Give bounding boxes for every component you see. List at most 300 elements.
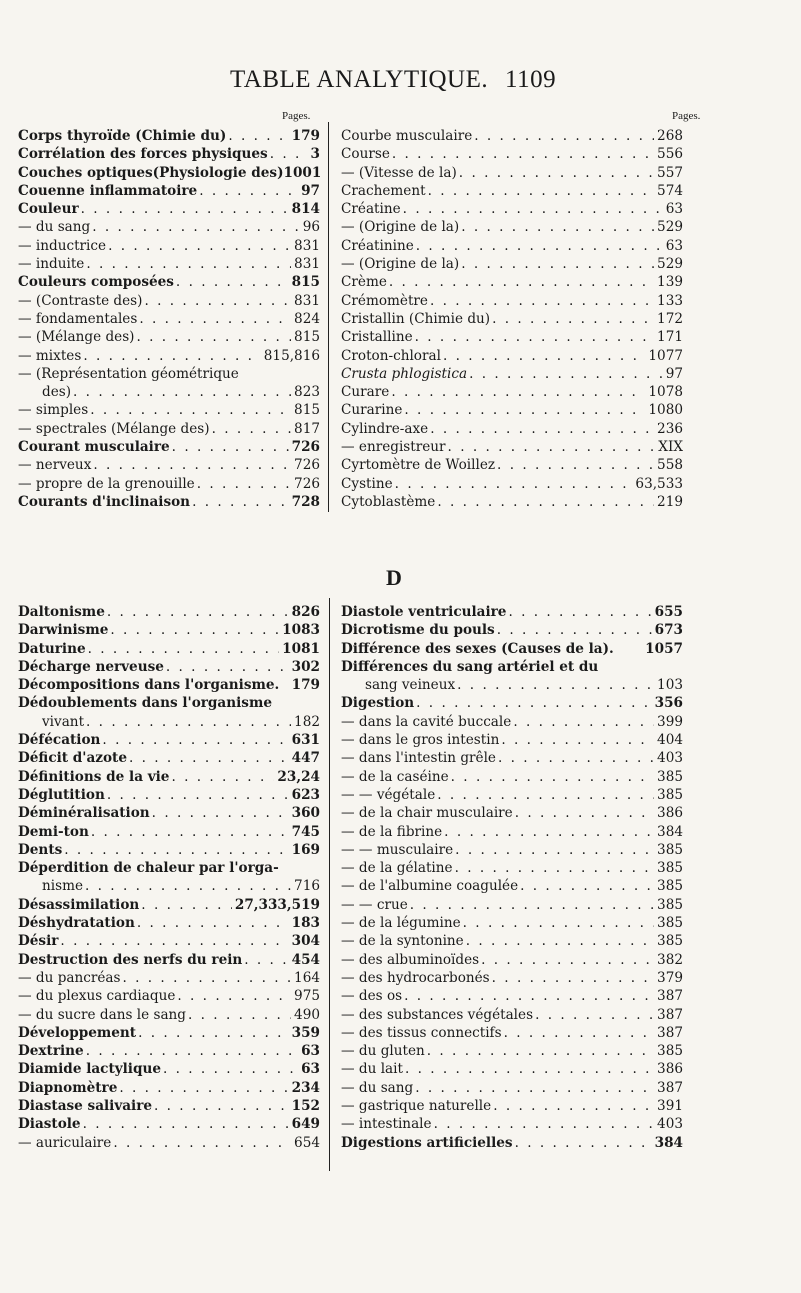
dot-leader bbox=[64, 841, 288, 859]
index-term: Développement bbox=[18, 1024, 137, 1041]
dot-leader bbox=[430, 420, 654, 438]
index-page-ref: 403 bbox=[657, 750, 683, 767]
index-page-ref: 631 bbox=[291, 732, 320, 749]
index-entry bbox=[341, 365, 683, 383]
index-entry bbox=[341, 182, 683, 200]
index-entry bbox=[341, 640, 683, 658]
index-entry bbox=[18, 1134, 320, 1152]
dot-leader bbox=[403, 200, 663, 218]
index-page-ref: 975 bbox=[294, 988, 320, 1005]
index-term: — propre de la grenouille bbox=[18, 475, 195, 492]
index-page-ref: 360 bbox=[291, 805, 320, 822]
dot-leader bbox=[91, 823, 289, 841]
dot-leader bbox=[455, 859, 654, 877]
index-term: Déperdition de chaleur par l'orga- bbox=[18, 860, 279, 877]
index-page-ref: 1081 bbox=[282, 640, 320, 657]
dot-leader bbox=[437, 786, 654, 804]
index-entry bbox=[341, 401, 683, 419]
index-page-ref: 454 bbox=[291, 951, 320, 968]
index-page-ref: 404 bbox=[657, 732, 683, 749]
page-title: TABLE ANALYTIQUE. bbox=[230, 66, 489, 93]
index-page-ref: 387 bbox=[657, 1079, 683, 1096]
index-page-ref: 234 bbox=[291, 1079, 320, 1096]
index-entry bbox=[18, 328, 320, 346]
index-term: Différences du sang artériel et du bbox=[341, 658, 599, 675]
column-divider-top bbox=[328, 122, 329, 512]
index-entry bbox=[18, 1115, 320, 1133]
index-term: Couleurs composées bbox=[18, 274, 174, 291]
index-entry bbox=[18, 475, 320, 493]
index-term: Créatinine bbox=[341, 237, 414, 254]
index-page-ref: 385 bbox=[657, 1043, 683, 1060]
dot-leader bbox=[93, 456, 291, 474]
dot-leader bbox=[90, 401, 291, 419]
dot-leader bbox=[520, 877, 654, 895]
index-page-ref: 97 bbox=[301, 182, 320, 199]
index-entry bbox=[341, 896, 683, 914]
index-column-top-left bbox=[18, 127, 320, 511]
dot-leader bbox=[448, 438, 656, 456]
index-page-ref: 574 bbox=[657, 182, 683, 199]
index-entry bbox=[18, 603, 320, 621]
index-entry bbox=[341, 1006, 683, 1024]
dot-leader bbox=[497, 456, 654, 474]
index-page-ref: 169 bbox=[291, 841, 320, 858]
index-entry bbox=[18, 1006, 320, 1024]
index-page-ref: 814 bbox=[291, 201, 320, 218]
index-page-ref: 139 bbox=[657, 274, 683, 291]
index-term: Croton-chloral bbox=[341, 347, 441, 364]
dot-leader bbox=[172, 438, 289, 456]
index-page-ref: 385 bbox=[657, 915, 683, 932]
index-page-ref: 183 bbox=[291, 915, 320, 932]
dot-leader bbox=[83, 1115, 289, 1133]
index-page-ref: 27,333,519 bbox=[234, 896, 320, 913]
index-term: — — musculaire bbox=[341, 841, 454, 858]
dot-leader bbox=[428, 182, 654, 200]
index-entry bbox=[341, 676, 683, 694]
index-term: — induite bbox=[18, 256, 85, 273]
index-page-ref: 403 bbox=[657, 1116, 683, 1133]
dot-leader bbox=[515, 804, 654, 822]
index-entry bbox=[18, 200, 320, 218]
dot-leader bbox=[501, 731, 654, 749]
dot-leader bbox=[138, 1024, 289, 1042]
index-term: — de la syntonine bbox=[341, 933, 464, 950]
index-column-top-right bbox=[341, 127, 683, 511]
index-term: nisme bbox=[42, 878, 84, 895]
dot-leader bbox=[123, 969, 292, 987]
pages-label-left: Pages. bbox=[282, 110, 311, 122]
index-entry bbox=[341, 823, 683, 841]
index-term: Courants d'inclinaison bbox=[18, 493, 191, 510]
index-entry bbox=[18, 218, 320, 236]
index-term: — de la caséine bbox=[341, 768, 449, 785]
index-entry bbox=[341, 841, 683, 859]
dot-leader bbox=[404, 987, 654, 1005]
index-entry bbox=[18, 127, 320, 145]
index-page-ref: 1001 bbox=[283, 164, 322, 181]
index-term: — des albuminoïdes bbox=[341, 951, 480, 968]
index-term: Décompositions dans l'organisme. bbox=[18, 677, 280, 694]
dot-leader bbox=[493, 1097, 654, 1115]
index-page-ref: 23,24 bbox=[277, 768, 320, 785]
dot-leader bbox=[199, 182, 298, 200]
index-term: — spectrales (Mélange des) bbox=[18, 420, 210, 437]
dot-leader bbox=[504, 1024, 654, 1042]
index-page-ref: 1057 bbox=[645, 640, 683, 657]
dot-leader bbox=[391, 383, 645, 401]
index-page-ref: 824 bbox=[294, 310, 320, 327]
index-term: Décharge nerveuse bbox=[18, 658, 164, 675]
index-term: Diastole ventriculaire bbox=[341, 604, 507, 620]
dot-leader bbox=[389, 273, 654, 291]
index-entry bbox=[18, 237, 320, 255]
pages-label-right: Pages. bbox=[672, 110, 701, 122]
index-entry bbox=[18, 438, 320, 456]
index-page-ref: 385 bbox=[657, 786, 683, 803]
index-entry bbox=[341, 877, 683, 895]
index-page-ref: 103 bbox=[657, 677, 683, 694]
index-term: Crusta phlogistica bbox=[341, 365, 468, 382]
index-term: — de l'albumine coagulée bbox=[341, 878, 519, 895]
index-entry bbox=[341, 1060, 683, 1078]
dot-leader bbox=[443, 347, 645, 365]
dot-leader bbox=[415, 1079, 654, 1097]
index-page-ref: 831 bbox=[294, 256, 320, 273]
index-term: sang veineux bbox=[365, 677, 456, 694]
index-entry bbox=[341, 127, 683, 145]
index-page-ref: 385 bbox=[657, 841, 683, 858]
index-page-ref: 817 bbox=[294, 420, 320, 437]
index-page-ref: 745 bbox=[291, 823, 320, 840]
dot-leader bbox=[444, 823, 654, 841]
index-term: — — crue bbox=[341, 896, 408, 913]
index-term: Diapnomètre bbox=[18, 1079, 118, 1096]
dot-leader bbox=[434, 1115, 654, 1133]
index-term: — de la chair musculaire bbox=[341, 805, 513, 822]
dot-leader bbox=[474, 127, 654, 145]
index-page-ref: 726 bbox=[294, 475, 320, 492]
dot-leader bbox=[459, 164, 654, 182]
index-entry bbox=[341, 951, 683, 969]
index-term: Dédoublements dans l'organisme bbox=[18, 695, 272, 712]
index-term: Dents bbox=[18, 841, 63, 858]
dot-leader bbox=[137, 914, 289, 932]
index-page-ref: 558 bbox=[657, 457, 683, 474]
dot-leader bbox=[110, 621, 279, 639]
index-term: Déminéralisation bbox=[18, 805, 150, 822]
page-header bbox=[0, 66, 801, 96]
index-term: — fondamentales bbox=[18, 310, 138, 327]
index-entry bbox=[341, 859, 683, 877]
index-page-ref: 1077 bbox=[648, 347, 683, 364]
index-page-ref: 826 bbox=[291, 604, 320, 620]
index-term: — (Vitesse de la) bbox=[341, 164, 457, 181]
dot-leader bbox=[197, 475, 291, 493]
index-page-ref: 649 bbox=[291, 1116, 320, 1133]
index-entry bbox=[18, 731, 320, 749]
index-page-ref: 655 bbox=[654, 604, 683, 620]
index-term: Déglutition bbox=[18, 786, 105, 803]
dot-leader bbox=[404, 401, 645, 419]
index-entry bbox=[341, 804, 683, 822]
dot-leader bbox=[508, 603, 651, 621]
dot-leader bbox=[515, 1134, 652, 1152]
index-entry bbox=[18, 877, 320, 895]
index-entry bbox=[18, 1060, 320, 1078]
index-page-ref: 716 bbox=[294, 878, 320, 895]
index-entry bbox=[341, 1097, 683, 1115]
dot-leader bbox=[463, 914, 654, 932]
index-term: — du pancréas bbox=[18, 969, 121, 986]
index-term: Crachement bbox=[341, 182, 426, 199]
index-page-ref: XIX bbox=[658, 439, 683, 456]
index-page-ref: 623 bbox=[291, 786, 320, 803]
dot-leader bbox=[86, 1042, 298, 1060]
index-term: Couleur bbox=[18, 201, 79, 218]
dot-leader bbox=[405, 1060, 654, 1078]
index-page-ref: 387 bbox=[657, 1024, 683, 1041]
index-term: — intestinale bbox=[341, 1116, 432, 1133]
index-entry bbox=[18, 932, 320, 950]
index-entry bbox=[18, 164, 320, 182]
index-entry bbox=[18, 401, 320, 419]
index-term: Darwinisme bbox=[18, 622, 109, 639]
dot-leader bbox=[535, 1006, 654, 1024]
dot-leader bbox=[415, 328, 654, 346]
index-page-ref: 152 bbox=[291, 1098, 320, 1115]
index-page-ref: 557 bbox=[657, 164, 683, 181]
index-entry bbox=[18, 969, 320, 987]
index-term: — de la gélatine bbox=[341, 860, 453, 877]
index-page-ref: 382 bbox=[657, 951, 683, 968]
index-term: Couenne inflammatoire bbox=[18, 182, 198, 199]
dot-leader bbox=[481, 951, 654, 969]
index-page-ref: 304 bbox=[291, 933, 320, 950]
index-page-ref: 726 bbox=[294, 457, 320, 474]
index-term: Curare bbox=[341, 384, 390, 401]
index-entry bbox=[341, 237, 683, 255]
dot-leader bbox=[166, 658, 289, 676]
index-term: Curarine bbox=[341, 402, 403, 419]
dot-leader bbox=[60, 932, 288, 950]
dot-leader bbox=[437, 493, 654, 511]
index-term: Déficit d'azote bbox=[18, 750, 127, 767]
index-page-ref: 384 bbox=[657, 823, 683, 840]
dot-leader bbox=[492, 310, 654, 328]
index-entry bbox=[341, 456, 683, 474]
index-entry bbox=[18, 640, 320, 658]
index-page-ref: 63 bbox=[301, 1043, 320, 1060]
index-entry bbox=[341, 328, 683, 346]
index-term: — auriculaire bbox=[18, 1134, 112, 1151]
index-term: Courant musculaire bbox=[18, 439, 170, 456]
index-entry bbox=[341, 255, 683, 273]
index-entry bbox=[341, 493, 683, 511]
index-page-ref: 815 bbox=[294, 402, 320, 419]
dot-leader bbox=[171, 768, 274, 786]
index-entry bbox=[18, 658, 320, 676]
index-term: — du sang bbox=[341, 1079, 414, 1096]
index-entry bbox=[18, 365, 320, 383]
index-entry bbox=[18, 804, 320, 822]
dot-leader bbox=[416, 237, 663, 255]
index-entry bbox=[18, 786, 320, 804]
index-term: — du gluten bbox=[341, 1043, 425, 1060]
dot-leader bbox=[469, 365, 663, 383]
index-entry bbox=[18, 145, 320, 163]
dot-leader bbox=[108, 237, 291, 255]
dot-leader bbox=[244, 951, 288, 969]
index-page-ref: 823 bbox=[294, 384, 320, 401]
dot-leader bbox=[81, 200, 289, 218]
dot-leader bbox=[139, 310, 291, 328]
dot-leader bbox=[176, 273, 289, 291]
index-page-ref: 728 bbox=[291, 493, 320, 510]
index-page-ref: 386 bbox=[657, 805, 683, 822]
index-term: Cyrtomètre de Woillez bbox=[341, 457, 496, 474]
index-page-ref: 3 bbox=[310, 146, 320, 163]
index-entry bbox=[18, 310, 320, 328]
index-page-ref: 556 bbox=[657, 146, 683, 163]
dot-leader bbox=[86, 255, 291, 273]
index-term: Crémomètre bbox=[341, 292, 428, 309]
index-term: des) bbox=[42, 384, 72, 401]
dot-leader bbox=[457, 676, 654, 694]
index-term: — (Contraste des) bbox=[18, 292, 143, 309]
dot-leader bbox=[498, 749, 654, 767]
index-page-ref: 179 bbox=[291, 128, 320, 144]
dot-leader bbox=[188, 1006, 291, 1024]
index-entry bbox=[18, 1042, 320, 1060]
index-entry bbox=[341, 1079, 683, 1097]
dot-leader bbox=[107, 603, 289, 621]
dot-leader bbox=[392, 145, 654, 163]
index-term: — des hydrocarbonés bbox=[341, 969, 490, 986]
index-page-ref: 726 bbox=[291, 439, 320, 456]
index-page-ref: 1078 bbox=[648, 384, 683, 401]
index-page-ref: 96 bbox=[302, 219, 320, 236]
index-page-ref: 133 bbox=[657, 292, 683, 309]
index-term: — simples bbox=[18, 402, 89, 419]
dot-leader bbox=[163, 1060, 298, 1078]
dot-leader bbox=[461, 218, 654, 236]
index-page-ref: 447 bbox=[291, 750, 320, 767]
index-entry bbox=[341, 292, 683, 310]
index-term: Désir bbox=[18, 933, 59, 950]
index-term: — des os bbox=[341, 988, 403, 1005]
index-entry bbox=[18, 859, 320, 877]
index-page-ref: 831 bbox=[294, 237, 320, 254]
index-page-ref: 302 bbox=[291, 658, 320, 675]
index-entry bbox=[341, 621, 683, 639]
index-page-ref: 385 bbox=[657, 878, 683, 895]
index-entry bbox=[341, 310, 683, 328]
index-term: Destruction des nerfs du rein bbox=[18, 951, 243, 968]
index-page-ref: 387 bbox=[657, 1006, 683, 1023]
index-term: Diastole bbox=[18, 1116, 81, 1133]
section-letter: D bbox=[386, 565, 402, 590]
index-term: — dans l'intestin grêle bbox=[341, 750, 496, 767]
index-entry bbox=[341, 1024, 683, 1042]
index-page-ref: 386 bbox=[657, 1061, 683, 1078]
index-entry bbox=[341, 914, 683, 932]
dot-leader bbox=[395, 475, 633, 493]
index-term: Demi-ton bbox=[18, 823, 89, 840]
index-term: Couches optiques(Physiologie des) bbox=[18, 164, 284, 181]
dot-leader bbox=[129, 749, 289, 767]
dot-leader bbox=[83, 347, 260, 365]
index-term: Dextrine bbox=[18, 1043, 84, 1060]
index-page-ref: 391 bbox=[657, 1098, 683, 1115]
dot-leader bbox=[451, 768, 654, 786]
index-entry bbox=[341, 218, 683, 236]
index-page-ref: 97 bbox=[665, 365, 683, 382]
index-entry bbox=[18, 347, 320, 365]
dot-leader bbox=[212, 420, 291, 438]
dot-leader bbox=[427, 1042, 654, 1060]
index-page-ref: 654 bbox=[294, 1134, 320, 1151]
index-entry bbox=[18, 273, 320, 291]
index-page-ref: 815 bbox=[291, 274, 320, 291]
index-page-ref: 359 bbox=[291, 1024, 320, 1041]
index-entry bbox=[341, 731, 683, 749]
index-term: Différence des sexes (Causes de la). bbox=[341, 640, 614, 657]
index-page-ref: 529 bbox=[657, 219, 683, 236]
column-divider-bottom bbox=[329, 598, 330, 1171]
dot-leader bbox=[410, 896, 654, 914]
index-page-ref: 385 bbox=[657, 933, 683, 950]
dot-leader bbox=[88, 640, 280, 658]
index-entry bbox=[341, 273, 683, 291]
index-page-ref: 182 bbox=[294, 713, 320, 730]
index-page-ref: 379 bbox=[657, 969, 683, 986]
index-entry bbox=[341, 383, 683, 401]
index-term: — enregistreur bbox=[341, 439, 446, 456]
index-page-ref: 63 bbox=[301, 1061, 320, 1078]
dot-leader bbox=[85, 877, 291, 895]
dot-leader bbox=[492, 969, 654, 987]
index-entry bbox=[341, 347, 683, 365]
index-page-ref: 63 bbox=[665, 201, 683, 218]
dot-leader bbox=[154, 1097, 289, 1115]
dot-leader bbox=[228, 127, 288, 145]
index-entry bbox=[341, 1115, 683, 1133]
index-term: Définitions de la vie bbox=[18, 768, 170, 785]
index-page-ref: 63 bbox=[665, 237, 683, 254]
index-page-ref: 171 bbox=[657, 329, 683, 346]
index-term: Cristallin (Chimie du) bbox=[341, 310, 491, 327]
index-term: Digestion bbox=[341, 695, 415, 712]
index-entry bbox=[18, 383, 320, 401]
index-term: — nerveux bbox=[18, 457, 92, 474]
index-page-ref: 164 bbox=[294, 969, 320, 986]
index-term: vivant bbox=[42, 713, 85, 730]
index-page-ref: 384 bbox=[654, 1134, 683, 1151]
index-page-ref: 63,533 bbox=[635, 475, 683, 492]
index-term: Diastase salivaire bbox=[18, 1098, 153, 1115]
index-page-ref: 399 bbox=[657, 713, 683, 730]
index-entry bbox=[18, 749, 320, 767]
dot-leader bbox=[152, 804, 289, 822]
index-term: — (Mélange des) bbox=[18, 329, 135, 346]
index-page-ref: 1083 bbox=[282, 622, 320, 639]
index-entry bbox=[341, 603, 683, 621]
index-page-ref: 1080 bbox=[648, 402, 683, 419]
index-entry bbox=[18, 1024, 320, 1042]
index-term: Déshydratation bbox=[18, 915, 135, 932]
